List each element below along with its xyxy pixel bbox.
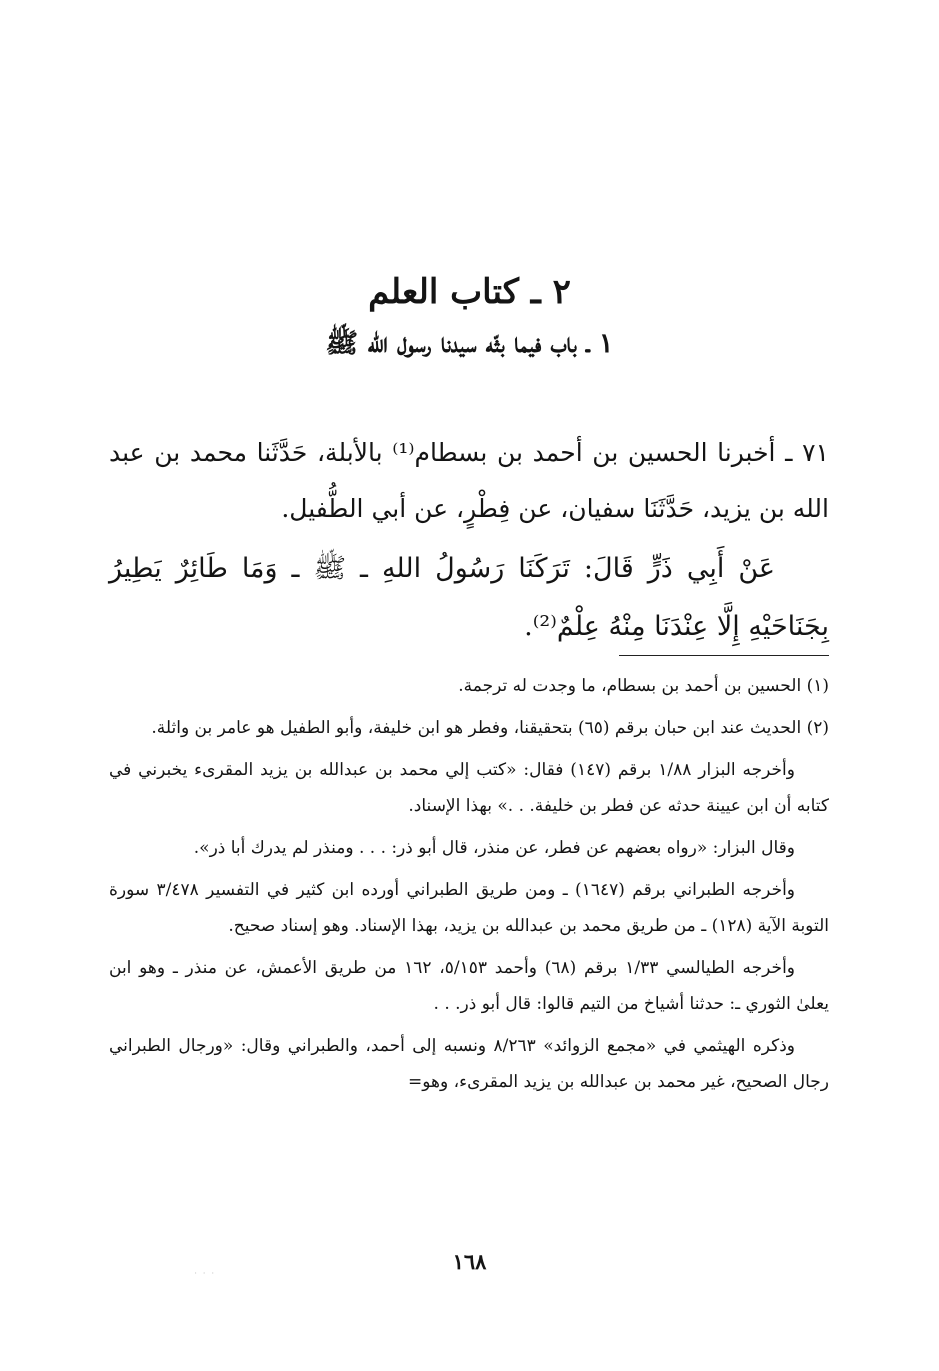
scan-speck: ··· bbox=[194, 1269, 220, 1278]
isnad-block bbox=[109, 425, 829, 537]
chapter-title: ١ ـ باب فيما بثّه سيدنا رسول الله ﷺ bbox=[325, 328, 614, 359]
footnotes bbox=[109, 668, 829, 1106]
footnote-2: (٢) الحديث عند ابن حبان برقم (٦٥) بتحقيقنا، وفطر هو ابن خليفة، وأبو الطفيل هو عامر بن واثلة. bbox=[151, 718, 829, 738]
page-number: ١٦٨ bbox=[452, 1249, 487, 1274]
isnad-paragraph: ٧١ ـ أخبرنا الحسين بن أحمد بن بسطام⁽¹⁾ بالأبلة، حَدَّثَنا محمد بن عبد الله بن يزيد، حَدَّثَنَا سفيان، عن فِطْرٍ، عن أبي الطُّفيل. bbox=[109, 438, 829, 523]
book-title: ٢ ـ كتاب العلم bbox=[368, 272, 571, 312]
footnote-separator bbox=[619, 655, 829, 656]
footnote-paragraph: وأخرجه البزار ١/٨٨ برقم (١٤٧) فقال: «كتب إلي محمد بن عبدالله بن يزيد المقرىء يخبرني في كتابه أن ابن عيينة حدثه عن فطر بن خليفة. . .» بهذا الإسناد. bbox=[109, 760, 829, 816]
footnote-paragraph: وقال البزار: «رواه بعضهم عن فطر، عن منذر، قال أبو ذر: . . . ومنذر لم يدرك أبا ذر». bbox=[193, 838, 795, 858]
footnote-1: (١) الحسين بن أحمد بن بسطام، ما وجدت له ترجمة. bbox=[458, 676, 829, 696]
footnote-paragraph: وأخرجه الطبراني برقم (١٦٤٧) ـ ومن طريق الطبراني أورده ابن كثير في التفسير ٣/٤٧٨ سورة التوبة الآية (١٢٨) ـ من طريق محمد بن عبدالله بن يزيد، بهذا الإسناد. وهو إسناد صحيح. bbox=[109, 880, 829, 936]
footnote-paragraph: وأخرجه الطيالسي ١/٣٣ برقم (٦٨) وأحمد ٥/١٥٣، ١٦٢ من طريق الأعمش، عن منذر ـ وهو ابن يعلىٰ الثوري ـ: حدثنا أشياخ من التيم قالوا: قال أبو ذر. . . bbox=[109, 958, 829, 1014]
footnote-paragraph: وذكره الهيثمي في «مجمع الزوائد» ٨/٢٦٣ ونسبه إلى أحمد، والطبراني وقال: «ورجال الطبراني رجال الصحيح، غير محمد بن عبدالله بن يزيد المقرىء، وهو= bbox=[109, 1036, 829, 1092]
hadith-text: عَنْ أَبِي ذَرٍّ قَالَ: تَرَكَنَا رَسُولُ اللهِ ـ ﷺ ـ وَمَا طَائِرٌ يَطِيرُ بِجَنَاحَيْهِ إِلَّا عِنْدَنَا مِنْهُ عِلْمٌ⁽²⁾. bbox=[109, 553, 829, 642]
